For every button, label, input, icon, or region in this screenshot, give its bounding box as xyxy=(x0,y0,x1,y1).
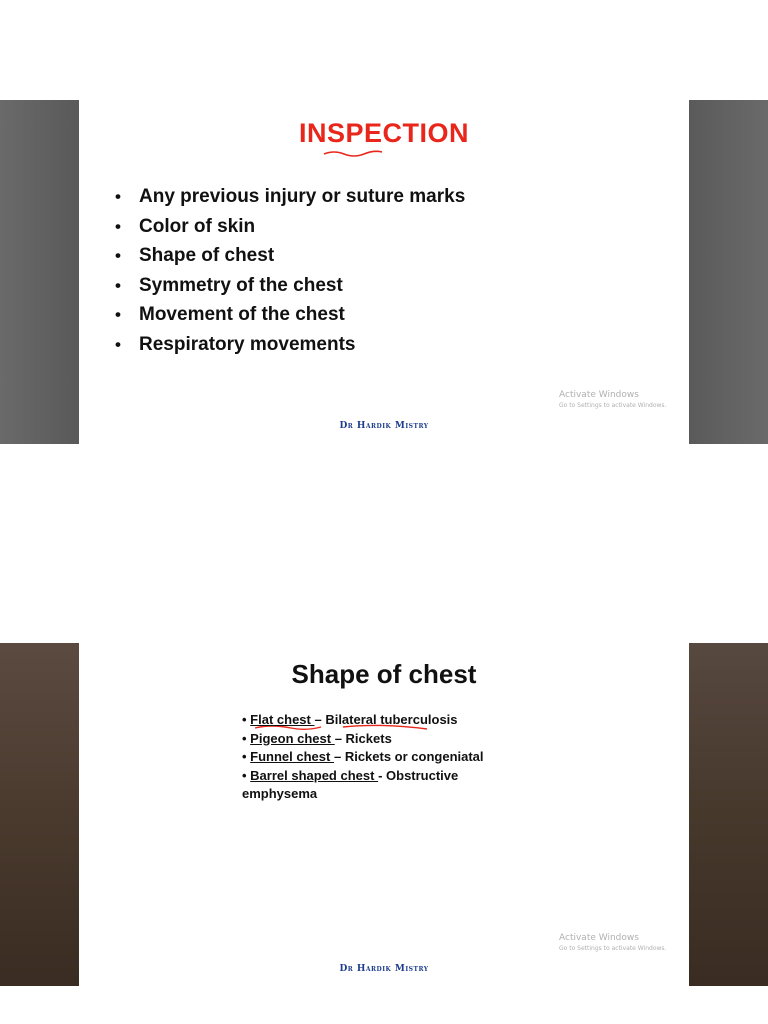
dash: – xyxy=(314,712,326,727)
list-item-continuation: emphysema xyxy=(242,786,318,801)
list-item: • Barrel shaped chest - Obstructive xyxy=(242,767,459,783)
author-footer: Dr Hardik Mistry xyxy=(339,421,429,431)
slide-title: Shape of chest xyxy=(291,659,477,689)
term: Barrel shaped chest xyxy=(250,767,379,783)
description: Rickets xyxy=(345,730,392,746)
left-gray-border xyxy=(0,100,79,444)
author-footer: Dr Hardik Mistry xyxy=(339,964,429,974)
dash: – xyxy=(333,749,345,764)
slide-shape-of-chest xyxy=(79,643,689,986)
chest-shape-list xyxy=(242,711,562,804)
right-gray-border xyxy=(689,100,768,444)
slide-title: INSPECTION xyxy=(298,118,470,148)
right-brown-border xyxy=(689,643,768,986)
list-item: • Movement of the chest xyxy=(115,300,465,330)
dash: – xyxy=(334,730,346,746)
description: Rickets or congeniatal xyxy=(344,749,484,764)
activate-windows-watermark xyxy=(559,933,666,953)
description: Bilateral tuberculosis xyxy=(325,712,458,727)
term: Funnel chest xyxy=(250,749,334,764)
activate-subtitle: Go to Settings to activate Windows. xyxy=(559,402,667,409)
term: Flat chest xyxy=(250,712,315,727)
inspection-list xyxy=(115,182,465,360)
list-item: • Respiratory movements xyxy=(115,330,465,360)
dash: - xyxy=(378,767,387,783)
slide-inspection xyxy=(79,100,689,444)
list-item: • Shape of chest xyxy=(115,241,465,271)
list-item: • Symmetry of the chest xyxy=(115,271,465,301)
activate-subtitle: Go to Settings to activate Windows. xyxy=(559,945,667,952)
list-item: • Funnel chest – Rickets or congeniatal xyxy=(242,749,484,764)
left-brown-border xyxy=(0,643,79,986)
handwritten-underline xyxy=(322,148,392,158)
list-item: • Color of skin xyxy=(115,212,465,242)
term: Pigeon chest xyxy=(250,730,335,746)
list-item: • Pigeon chest – Rickets xyxy=(242,730,392,746)
activate-windows-watermark xyxy=(559,390,666,410)
list-item: • Any previous injury or suture marks xyxy=(115,182,465,212)
description: Obstructive xyxy=(386,767,459,783)
list-item: • Flat chest – Bilateral tuberculosis xyxy=(242,712,458,727)
activate-title: Activate Windows xyxy=(559,933,639,943)
activate-title: Activate Windows xyxy=(559,390,639,400)
